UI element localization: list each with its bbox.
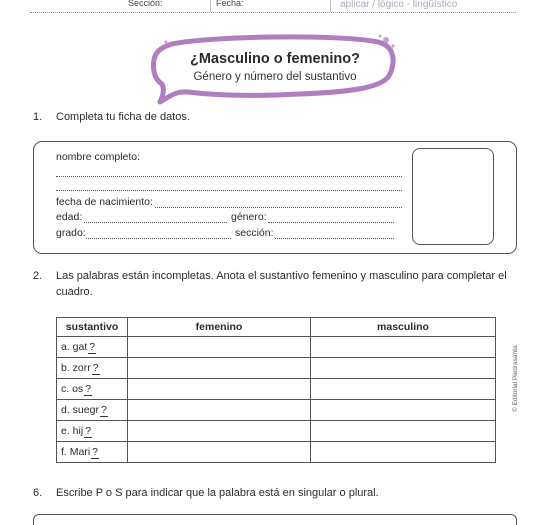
question-2-number: 2.: [33, 270, 43, 282]
question-1-text: Completa tu ficha de datos.: [56, 111, 190, 123]
noun-prefix: f. Mari: [61, 446, 91, 458]
table-row: [57, 379, 496, 400]
table-row: [57, 337, 496, 358]
noun-prefix: a. gat: [61, 341, 88, 353]
noun-blank: ?: [92, 362, 99, 374]
publisher-credit: © Editorial Piedrasanta: [512, 345, 519, 412]
femenino-cell[interactable]: [128, 337, 311, 358]
photo-box[interactable]: [412, 148, 494, 245]
seccion-header-label: Sección:: [128, 0, 163, 8]
header-divider: [210, 0, 211, 12]
noun-cell: [57, 358, 128, 379]
seccion-label: sección:: [235, 227, 274, 239]
genero-label: género:: [231, 211, 267, 223]
bubble-shape: [150, 34, 400, 106]
noun-blank: ?: [85, 425, 92, 437]
noun-cell: [57, 442, 128, 463]
masculino-cell[interactable]: [311, 442, 496, 463]
masculino-cell[interactable]: [311, 400, 496, 421]
noun-cell: [57, 400, 128, 421]
col-header-femenino: femenino: [128, 318, 311, 337]
noun-blank: ?: [92, 446, 99, 458]
noun-blank: ?: [89, 341, 96, 353]
noun-table: [56, 317, 496, 463]
fecha-header-label: Fecha:: [216, 0, 244, 8]
masculino-cell[interactable]: [311, 421, 496, 442]
noun-cell: [57, 337, 128, 358]
noun-prefix: b. zorr: [61, 362, 91, 374]
noun-blank: ?: [85, 383, 92, 395]
noun-prefix: d. suegr: [61, 404, 99, 416]
femenino-cell[interactable]: [128, 358, 311, 379]
title-bubble: [150, 34, 400, 106]
col-header-sustantivo: sustantivo: [57, 318, 128, 337]
table-row: [57, 358, 496, 379]
table-header-row: [57, 318, 496, 337]
femenino-cell[interactable]: [128, 421, 311, 442]
nombre-line-2[interactable]: [56, 190, 402, 191]
masculino-cell[interactable]: [311, 358, 496, 379]
question-2-text-line-1: Las palabras están incompletas. Anota el sustantivo femenino y masculino para completar el: [56, 270, 507, 282]
skill-tag: aplicar / lógico - lingüístico: [340, 0, 458, 10]
genero-line[interactable]: [268, 222, 394, 223]
noun-blank: ?: [100, 404, 107, 416]
table-row: [57, 442, 496, 463]
question-6-number: 6.: [33, 487, 43, 499]
femenino-cell[interactable]: [128, 442, 311, 463]
edad-label: edad:: [56, 211, 83, 223]
question-6-text: Escribe P o S para indicar que la palabra está en singular o plural.: [56, 487, 379, 499]
grado-label: grado:: [56, 227, 86, 239]
seccion-line[interactable]: [275, 238, 394, 239]
femenino-cell[interactable]: [128, 400, 311, 421]
question-2-text-line-2: cuadro.: [56, 286, 93, 298]
header-divider: [330, 0, 331, 12]
col-header-masculino: masculino: [311, 318, 496, 337]
noun-cell: [57, 421, 128, 442]
nacimiento-line[interactable]: [155, 207, 402, 208]
masculino-cell[interactable]: [311, 337, 496, 358]
table-row: [57, 400, 496, 421]
nombre-label: nombre completo:: [56, 151, 141, 163]
question-6-box: [33, 514, 517, 525]
page-title: ¿Masculino o femenino?: [190, 51, 360, 67]
grado-line[interactable]: [86, 238, 231, 239]
masculino-cell[interactable]: [311, 379, 496, 400]
nombre-line-1[interactable]: [56, 176, 402, 177]
noun-cell: [57, 379, 128, 400]
question-1-number: 1.: [33, 111, 43, 123]
noun-prefix: e. hij: [61, 425, 84, 437]
edad-line[interactable]: [84, 222, 227, 223]
nacimiento-label: fecha de nacimiento:: [56, 196, 153, 208]
page-subtitle: Género y número del sustantivo: [193, 71, 357, 83]
femenino-cell[interactable]: [128, 379, 311, 400]
table-row: [57, 421, 496, 442]
noun-prefix: c. os: [61, 383, 84, 395]
